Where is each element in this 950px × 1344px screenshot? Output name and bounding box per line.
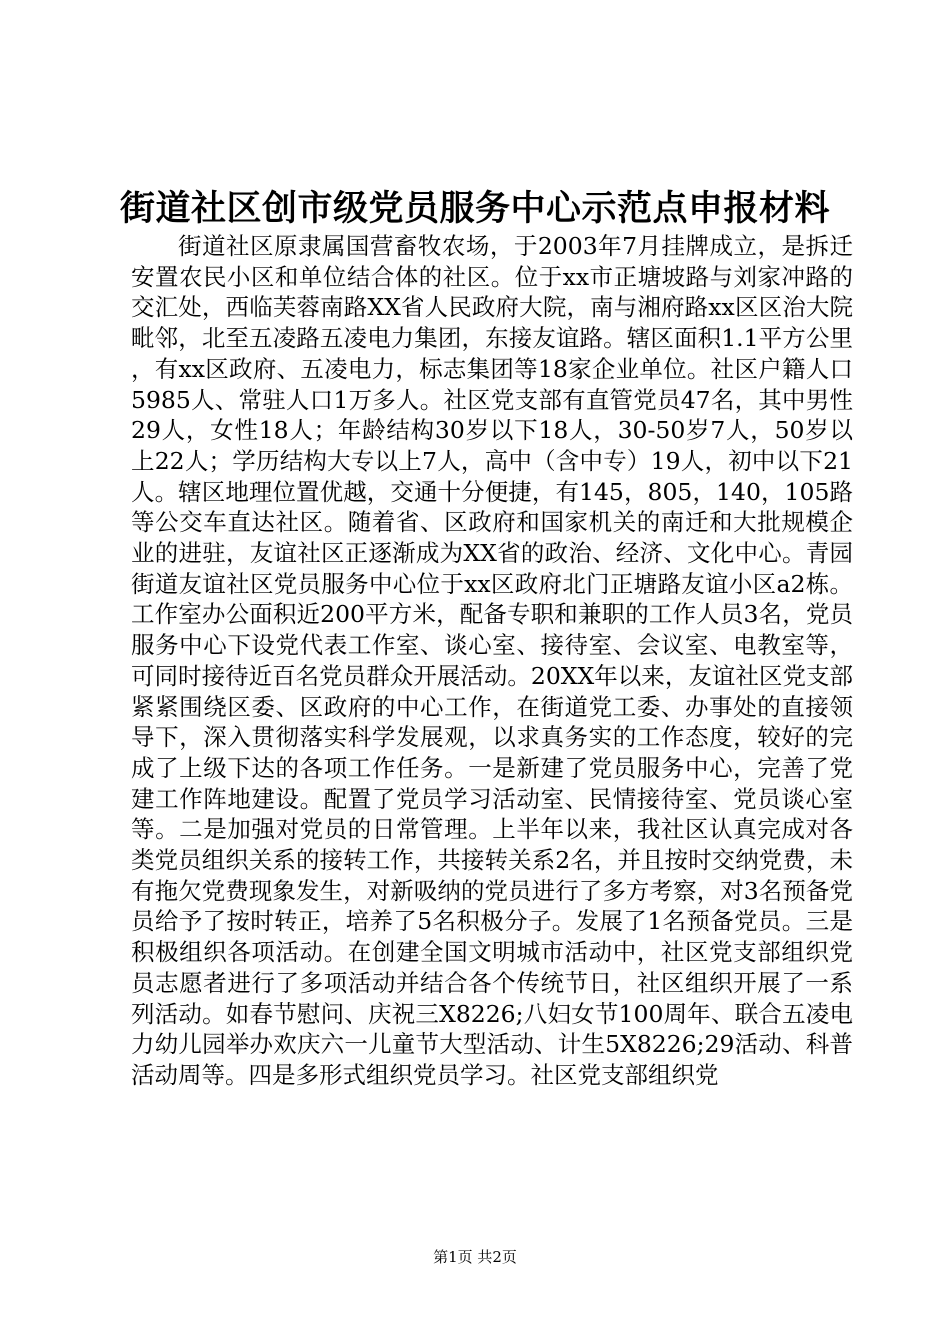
document-title: 街道社区创市级党员服务中心示范点申报材料 [119, 188, 830, 229]
document-body-paragraph: 街道社区原隶属国营畜牧农场，于2003年7月挂牌成立，是拆迁安置农民小区和单位结合体的社区。位于xx市正塘坡路与刘家冲路的交汇处，西临芙蓉南路XX省人民政府大院，南与湘府路xx区区治大院毗邻，北至五凌路五凌电力集团，东接友谊路。辖区面积1.1平方公里，有xx区政府、五凌电力，标志集团等18家企业单位。社区户籍人口5985人、常驻人口1万多人。社区党支部有直管党员47名，其中男性29人，女性18人；年龄结构30岁以下18人，30-50岁7人，50岁以上22人；学历结构大专以上7人，高中（含中专）19人，初中以下21人。辖区地理位置优越，交通十分便捷，有145，805，140，105路等公交车直达社区。随着省、区政府和国家机关的南迁和大批规模企业的进驻，友谊社区正逐渐成为XX省的政治、经济、文化中心。青园街道友谊社区党员服务中心位于xx区政府北门正塘路友谊小区a2栋。工作室办公面积近200平方米，配备专职和兼职的工作人员3名，党员服务中心下设党代表工作室、谈心室、接待室、会议室、电教室等，可同时接待近百名党员群众开展活动。20XX年以来，友谊社区党支部紧紧围绕区委、区政府的中心工作，在街道党工委、办事处的直接领导下，深入贯彻落实科学发展观，以求真务实的工作态度，较好的完成了上级下达的各项工作任务。一是新建了党员服务中心，完善了党建工作阵地建设。配置了党员学习活动室、民情接待室、党员谈心室等。二是加强对党员的日常管理。上半年以来，我社区认真完成对各类党员组织关系的接转工作，共接转关系2名，并且按时交纳党费，未有拖欠党费现象发生，对新吸纳的党员进行了多方考察，对3名预备党员给予了按时转正，培养了5名积极分子。发展了1名预备党员。三是积极组织各项活动。在创建全国文明城市活动中，社区党支部组织党员志愿者进行了多项活动并结合各个传统节日，社区组织开展了一系列活动。如春节慰问、庆祝三X8226;八妇女节100周年、联合五凌电力幼儿园举办欢庆六一儿童节大型活动、计生5X8226;29活动、科普活动周等。四是多形式组织党员学习。社区党支部组织党 [131, 232, 853, 1089]
page-footer: 第1页 共2页 [433, 1248, 517, 1266]
